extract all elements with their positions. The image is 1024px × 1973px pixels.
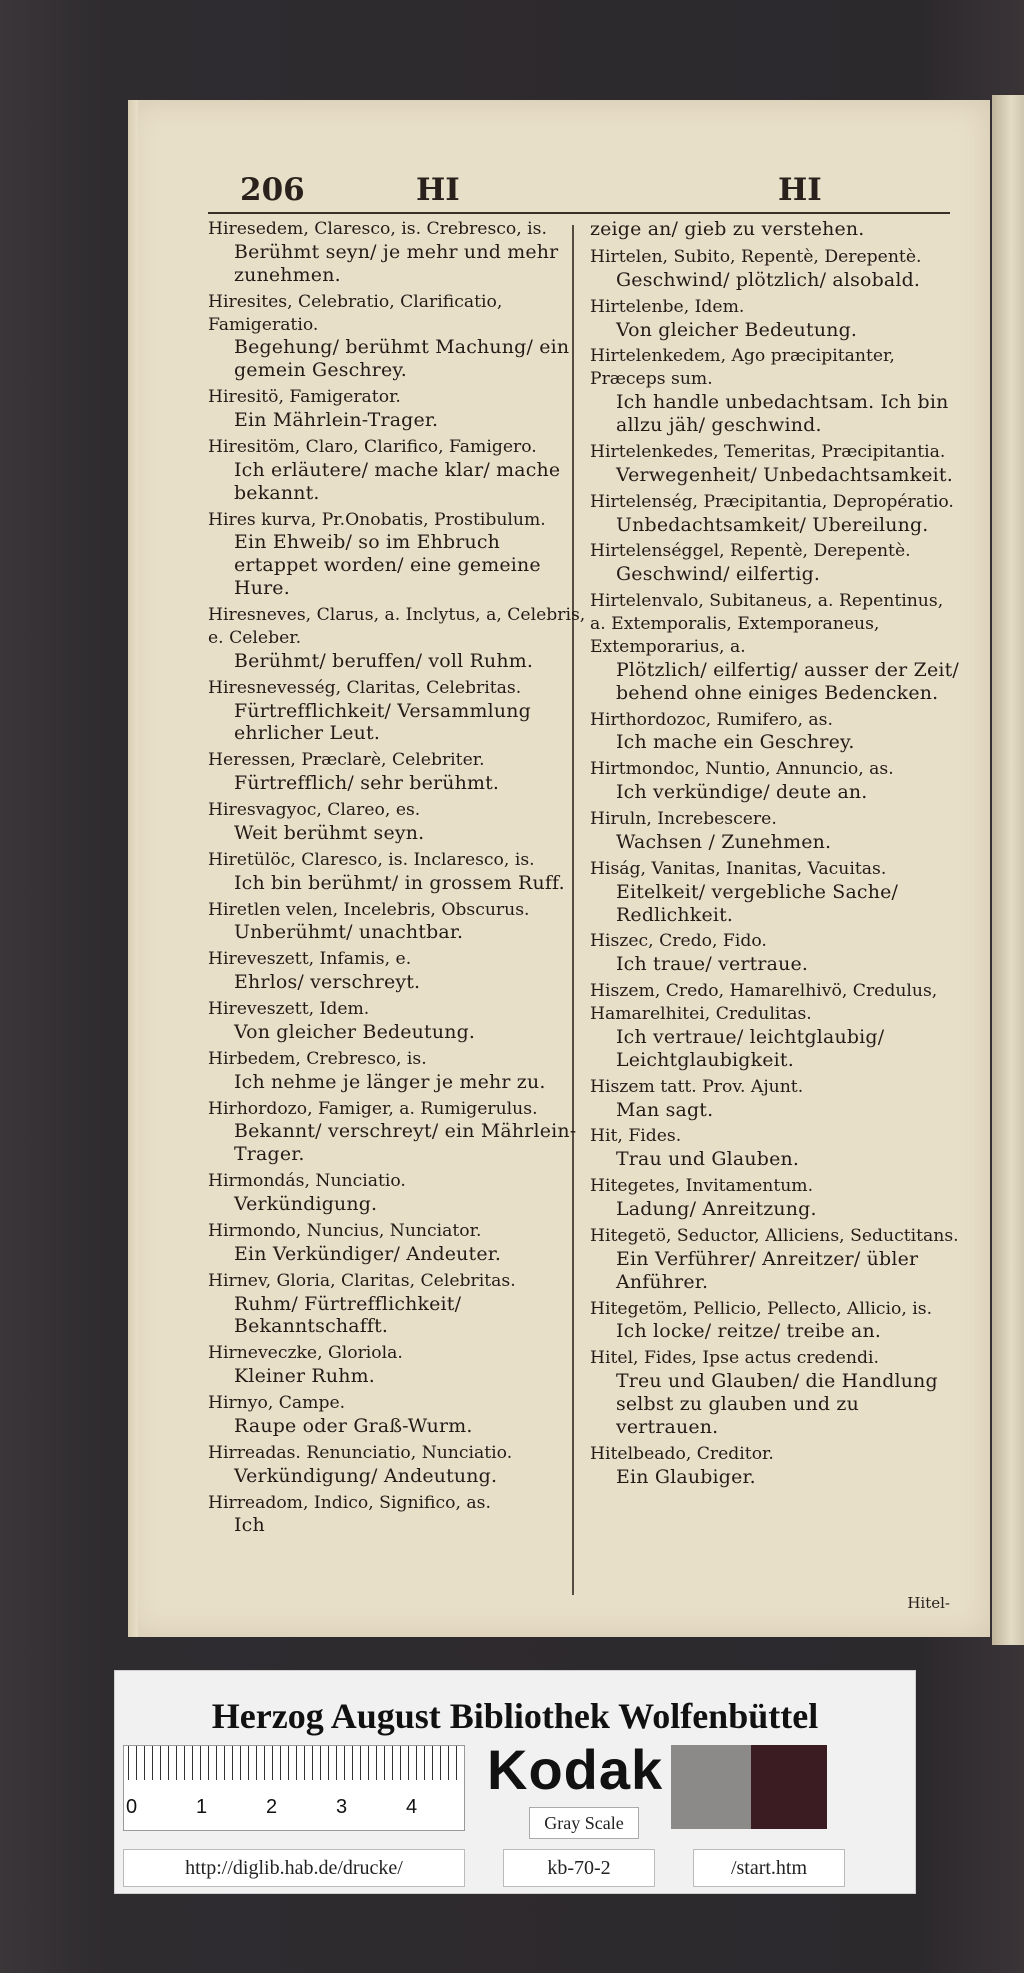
entry-german-gloss: Geschwind/ eilfertig. <box>616 563 821 586</box>
running-head-right: HI <box>778 172 822 208</box>
entry-headword: Heressen, Præclarè, Celebriter. <box>208 750 485 771</box>
entry-headword: Hireveszett, Infamis, e. <box>208 949 412 970</box>
ruler-number: 4 <box>406 1796 418 1818</box>
entry-german-gloss: Ich traue/ vertraue. <box>616 953 809 976</box>
url-right-label: /start.htm <box>693 1849 845 1887</box>
dictionary-entry <box>590 296 960 342</box>
dictionary-entry <box>590 1443 960 1489</box>
dictionary-entry <box>208 1342 588 1388</box>
entry-headword: Hirreadas. Renunciatio, Nunciatio. <box>208 1442 513 1463</box>
entry-headword: Hitegetö, Seductor, Alliciens, Seductitans. <box>590 1225 959 1246</box>
entry-german-gloss: Ich handle unbedachtsam. Ich bin allzu jäh/ geschwind. <box>616 391 949 436</box>
entry-headword: Hiruln, Increbescere. <box>590 809 777 829</box>
dictionary-entry <box>208 749 588 795</box>
entry-headword: Hiresneves, Clarus, a. Inclytus, a, Celebris, e. Celeber. <box>208 605 586 648</box>
right-column <box>590 218 960 1493</box>
ruler-number: 3 <box>336 1796 348 1818</box>
dictionary-entry <box>590 1175 960 1221</box>
dictionary-entry <box>590 808 960 854</box>
entry-headword: Hiszem tatt. Prov. Ajunt. <box>590 1076 804 1097</box>
entry-headword: Hirneveczke, Gloriola. <box>208 1343 403 1364</box>
entry-headword: Hirtmondoc, Nuntio, Annuncio, as. <box>590 759 894 780</box>
entry-headword: Hirtelenbe, Idem. <box>590 296 745 317</box>
dictionary-entry <box>208 799 588 845</box>
dictionary-entry <box>208 998 588 1044</box>
entry-headword: Hiság, Vanitas, Inanitas, Vacuitas. <box>590 858 887 879</box>
ruler-number: 0 <box>126 1796 138 1818</box>
entry-german-gloss: Weit berühmt seyn. <box>234 821 425 844</box>
entry-headword: Hiresnevesség, Claritas, Celebritas. <box>208 677 522 698</box>
entry-german-gloss: Fürtrefflich/ sehr berühmt. <box>234 772 500 795</box>
dictionary-entry <box>208 291 588 383</box>
page-gutter <box>128 100 138 1637</box>
entry-headword: Hiresitöm, Claro, Clarifico, Famigero. <box>208 436 537 457</box>
entry-german-gloss: Ich bin berühmt/ in grossem Ruff. <box>234 871 565 894</box>
entry-german-gloss: Ein Mährlein-Trager. <box>234 409 439 431</box>
entry-german-gloss: Kleiner Ruhm. <box>234 1365 375 1388</box>
url-left-label: http://diglib.hab.de/drucke/ <box>123 1849 465 1887</box>
entry-german-gloss: Ein Glaubiger. <box>616 1465 756 1488</box>
entry-german-gloss: Treu und Glauben/ die Handlung selbst zu glauben und zu vertrauen. <box>616 1370 938 1438</box>
entry-german-gloss: Plötzlich/ eilfertig/ ausser der Zeit/ behend ohne einiges Bedencken. <box>616 658 959 704</box>
entry-german-gloss: Man sagt. <box>616 1098 714 1121</box>
entry-headword: Hirtelenséggel, Repentè, Derepentè. <box>590 541 911 562</box>
kodak-logo: Kodak <box>487 1738 664 1801</box>
entry-headword: Hit, Fides. <box>590 1126 682 1147</box>
dictionary-entry <box>590 491 960 537</box>
dictionary-entry <box>590 980 960 1072</box>
entry-headword: Hiresvagyoc, Clareo, es. <box>208 800 421 820</box>
dictionary-entry <box>590 540 960 586</box>
header-rule <box>208 212 950 214</box>
entry-headword: Hirtelenkedem, Ago præcipitanter, Præceps sum. <box>590 346 895 390</box>
dictionary-entry <box>590 1225 960 1294</box>
dictionary-entry <box>590 441 960 487</box>
entry-german-gloss: zeige an/ gieb zu verstehen. <box>590 218 865 240</box>
dictionary-entry <box>208 1492 588 1538</box>
ruler-number: 1 <box>196 1796 208 1818</box>
entry-headword: Hiszec, Credo, Fido. <box>590 931 767 952</box>
entry-german-gloss: Geschwind/ plötzlich/ alsobald. <box>616 268 921 291</box>
dictionary-entry <box>208 948 588 994</box>
entry-german-gloss: Ich vertraue/ leichtglaubig/ Leichtglaubigkeit. <box>616 1025 885 1071</box>
catchword: Hitel- <box>907 1594 950 1612</box>
dictionary-entry <box>208 1392 588 1438</box>
dictionary-entry <box>208 218 588 287</box>
dictionary-entry <box>208 509 588 601</box>
entry-german-gloss: Ehrlos/ verschreyt. <box>234 971 421 994</box>
scale-ruler <box>123 1745 465 1831</box>
entry-german-gloss: Ich verkündige/ deute an. <box>616 781 868 804</box>
entry-german-gloss: Wachsen / Zunehmen. <box>616 830 832 853</box>
entry-headword: Hitegetöm, Pellicio, Pellecto, Allicio, is. <box>590 1298 933 1319</box>
dictionary-entry <box>208 1048 588 1094</box>
entry-headword: Hirtelen, Subito, Repentè, Derepentè. <box>590 246 922 267</box>
entry-headword: Hirnyo, Campe. <box>208 1393 346 1413</box>
entry-headword: Hirmondo, Nuncius, Nunciator. <box>208 1220 482 1241</box>
entry-headword: Hiresedem, Claresco, is. Crebresco, is. <box>208 219 547 239</box>
entry-headword: Hiretlen velen, Incelebris, Obscurus. <box>208 899 530 920</box>
dictionary-entry <box>590 1347 960 1439</box>
entry-headword: Hirtelenség, Præcipitantia, Depropératio. <box>590 491 954 512</box>
dictionary-entry <box>208 604 588 673</box>
entry-headword: Hiretülöc, Claresco, is. Inclaresco, is. <box>208 849 535 870</box>
dictionary-entry <box>208 1170 588 1216</box>
dictionary-entry <box>590 218 960 242</box>
entry-german-gloss: Ruhm/ Fürtrefflichkeit/ Bekanntschafft. <box>234 1292 462 1338</box>
shelfmark-label: kb-70-2 <box>503 1849 655 1887</box>
entry-headword: Hirmondás, Nunciatio. <box>208 1171 406 1192</box>
left-column <box>208 218 588 1541</box>
dictionary-entry <box>590 590 960 704</box>
entry-headword: Hiresitö, Famigerator. <box>208 387 401 408</box>
entry-german-gloss: Ein Ehweib/ so im Ehbruch ertappet worden/ eine gemeine Hure. <box>234 531 541 600</box>
dictionary-entry <box>208 1442 588 1488</box>
dictionary-entry <box>208 1220 588 1266</box>
entry-german-gloss: Verwegenheit/ Unbedachtsamkeit. <box>616 463 953 486</box>
color-target <box>114 1670 916 1894</box>
entry-headword: Hirbedem, Crebresco, is. <box>208 1048 427 1069</box>
ruler-number: 2 <box>266 1796 278 1818</box>
dictionary-entry <box>590 709 960 755</box>
entry-german-gloss: Ladung/ Anreitzung. <box>616 1198 817 1220</box>
page-number: 206 <box>240 172 305 208</box>
entry-german-gloss: Unbedachtsamkeit/ Ubereilung. <box>616 513 929 536</box>
dictionary-entry <box>590 1125 960 1171</box>
next-page-edge <box>992 95 1024 1645</box>
entry-german-gloss: Bekannt/ verschreyt/ ein Mährlein-Trager. <box>234 1120 577 1166</box>
entry-headword: Hireveszett, Idem. <box>208 999 370 1019</box>
dictionary-entry <box>590 930 960 976</box>
entry-german-gloss: Ich locke/ reitze/ treibe an. <box>616 1320 882 1343</box>
entry-german-gloss: Ich nehme je länger je mehr zu. <box>234 1070 546 1093</box>
entry-german-gloss: Begehung/ berühmt Machung/ ein gemein Geschrey. <box>234 336 570 382</box>
dictionary-entry <box>208 849 588 895</box>
entry-headword: Hirhordozo, Famiger, a. Rumigerulus. <box>208 1098 538 1119</box>
entry-headword: Hirreadom, Indico, Significo, as. <box>208 1492 491 1513</box>
dictionary-entry <box>590 345 960 437</box>
entry-german-gloss: Trau und Glauben. <box>616 1148 800 1171</box>
entry-german-gloss: Ich erläutere/ mache klar/ mache bekannt. <box>234 458 561 504</box>
entry-german-gloss: Ich mache ein Geschrey. <box>616 731 855 754</box>
entry-german-gloss: Ein Verkündiger/ Andeuter. <box>234 1242 502 1265</box>
running-head-left: HI <box>416 172 460 208</box>
gray-scale-label: Gray Scale <box>529 1807 639 1839</box>
entry-german-gloss: Verkündigung/ Andeutung. <box>234 1464 498 1487</box>
dictionary-entry <box>590 858 960 927</box>
ruler-ticks <box>128 1746 458 1780</box>
dictionary-entry <box>208 899 588 945</box>
entry-german-gloss: Ein Verführer/ Anreitzer/ übler Anführer. <box>616 1247 919 1293</box>
entry-german-gloss: Berühmt seyn/ je mehr und mehr zunehmen. <box>234 240 559 286</box>
entry-headword: Hitegetes, Invitamentum. <box>590 1176 814 1197</box>
entry-headword: Hiszem, Credo, Hamarelhivö, Credulus, Hamarelhitei, Credulitas. <box>590 981 938 1024</box>
dictionary-entry <box>208 1270 588 1339</box>
gray-patch <box>671 1745 751 1829</box>
entry-headword: Hirthordozoc, Rumifero, as. <box>590 709 833 730</box>
library-title: Herzog August Bibliothek Wolfenbüttel <box>211 1696 819 1736</box>
dictionary-entry <box>590 1298 960 1344</box>
entry-headword: Hitelbeado, Creditor. <box>590 1443 774 1464</box>
entry-german-gloss: Ich <box>234 1514 265 1537</box>
entry-headword: Hires kurva, Pr.Onobatis, Prostibulum. <box>208 509 546 530</box>
entry-german-gloss: Unberühmt/ unachtbar. <box>234 921 464 944</box>
dark-patch <box>751 1745 827 1829</box>
dictionary-entry <box>208 436 588 505</box>
entry-german-gloss: Fürtrefflichkeit/ Versammlung ehrlicher Leut. <box>234 699 531 745</box>
entry-german-gloss: Von gleicher Bedeutung. <box>234 1020 476 1043</box>
dictionary-entry <box>590 246 960 292</box>
entry-german-gloss: Berühmt/ beruffen/ voll Ruhm. <box>234 649 534 672</box>
entry-german-gloss: Von gleicher Bedeutung. <box>616 318 858 341</box>
entry-headword: Hirnev, Gloria, Claritas, Celebritas. <box>208 1270 516 1291</box>
dictionary-entry <box>208 386 588 432</box>
entry-headword: Hitel, Fides, Ipse actus credendi. <box>590 1348 879 1369</box>
dictionary-entry <box>208 677 588 746</box>
entry-german-gloss: Raupe oder Graß-Wurm. <box>234 1414 473 1437</box>
entry-german-gloss: Verkündigung. <box>234 1193 378 1215</box>
entry-headword: Hirtelenvalo, Subitaneus, a. Repentinus, a. Extemporalis, Extemporaneus, Extemporarius, a. <box>590 591 944 657</box>
entry-headword: Hirtelenkedes, Temeritas, Præcipitantia. <box>590 441 946 462</box>
dictionary-entry <box>208 1098 588 1167</box>
entry-german-gloss: Eitelkeit/ vergebliche Sache/ Redlichkeit. <box>616 880 899 926</box>
dictionary-entry <box>590 1076 960 1122</box>
book-page <box>128 100 990 1637</box>
entry-headword: Hiresites, Celebratio, Clarificatio, Famigeratio. <box>208 291 503 335</box>
dictionary-entry <box>590 758 960 804</box>
